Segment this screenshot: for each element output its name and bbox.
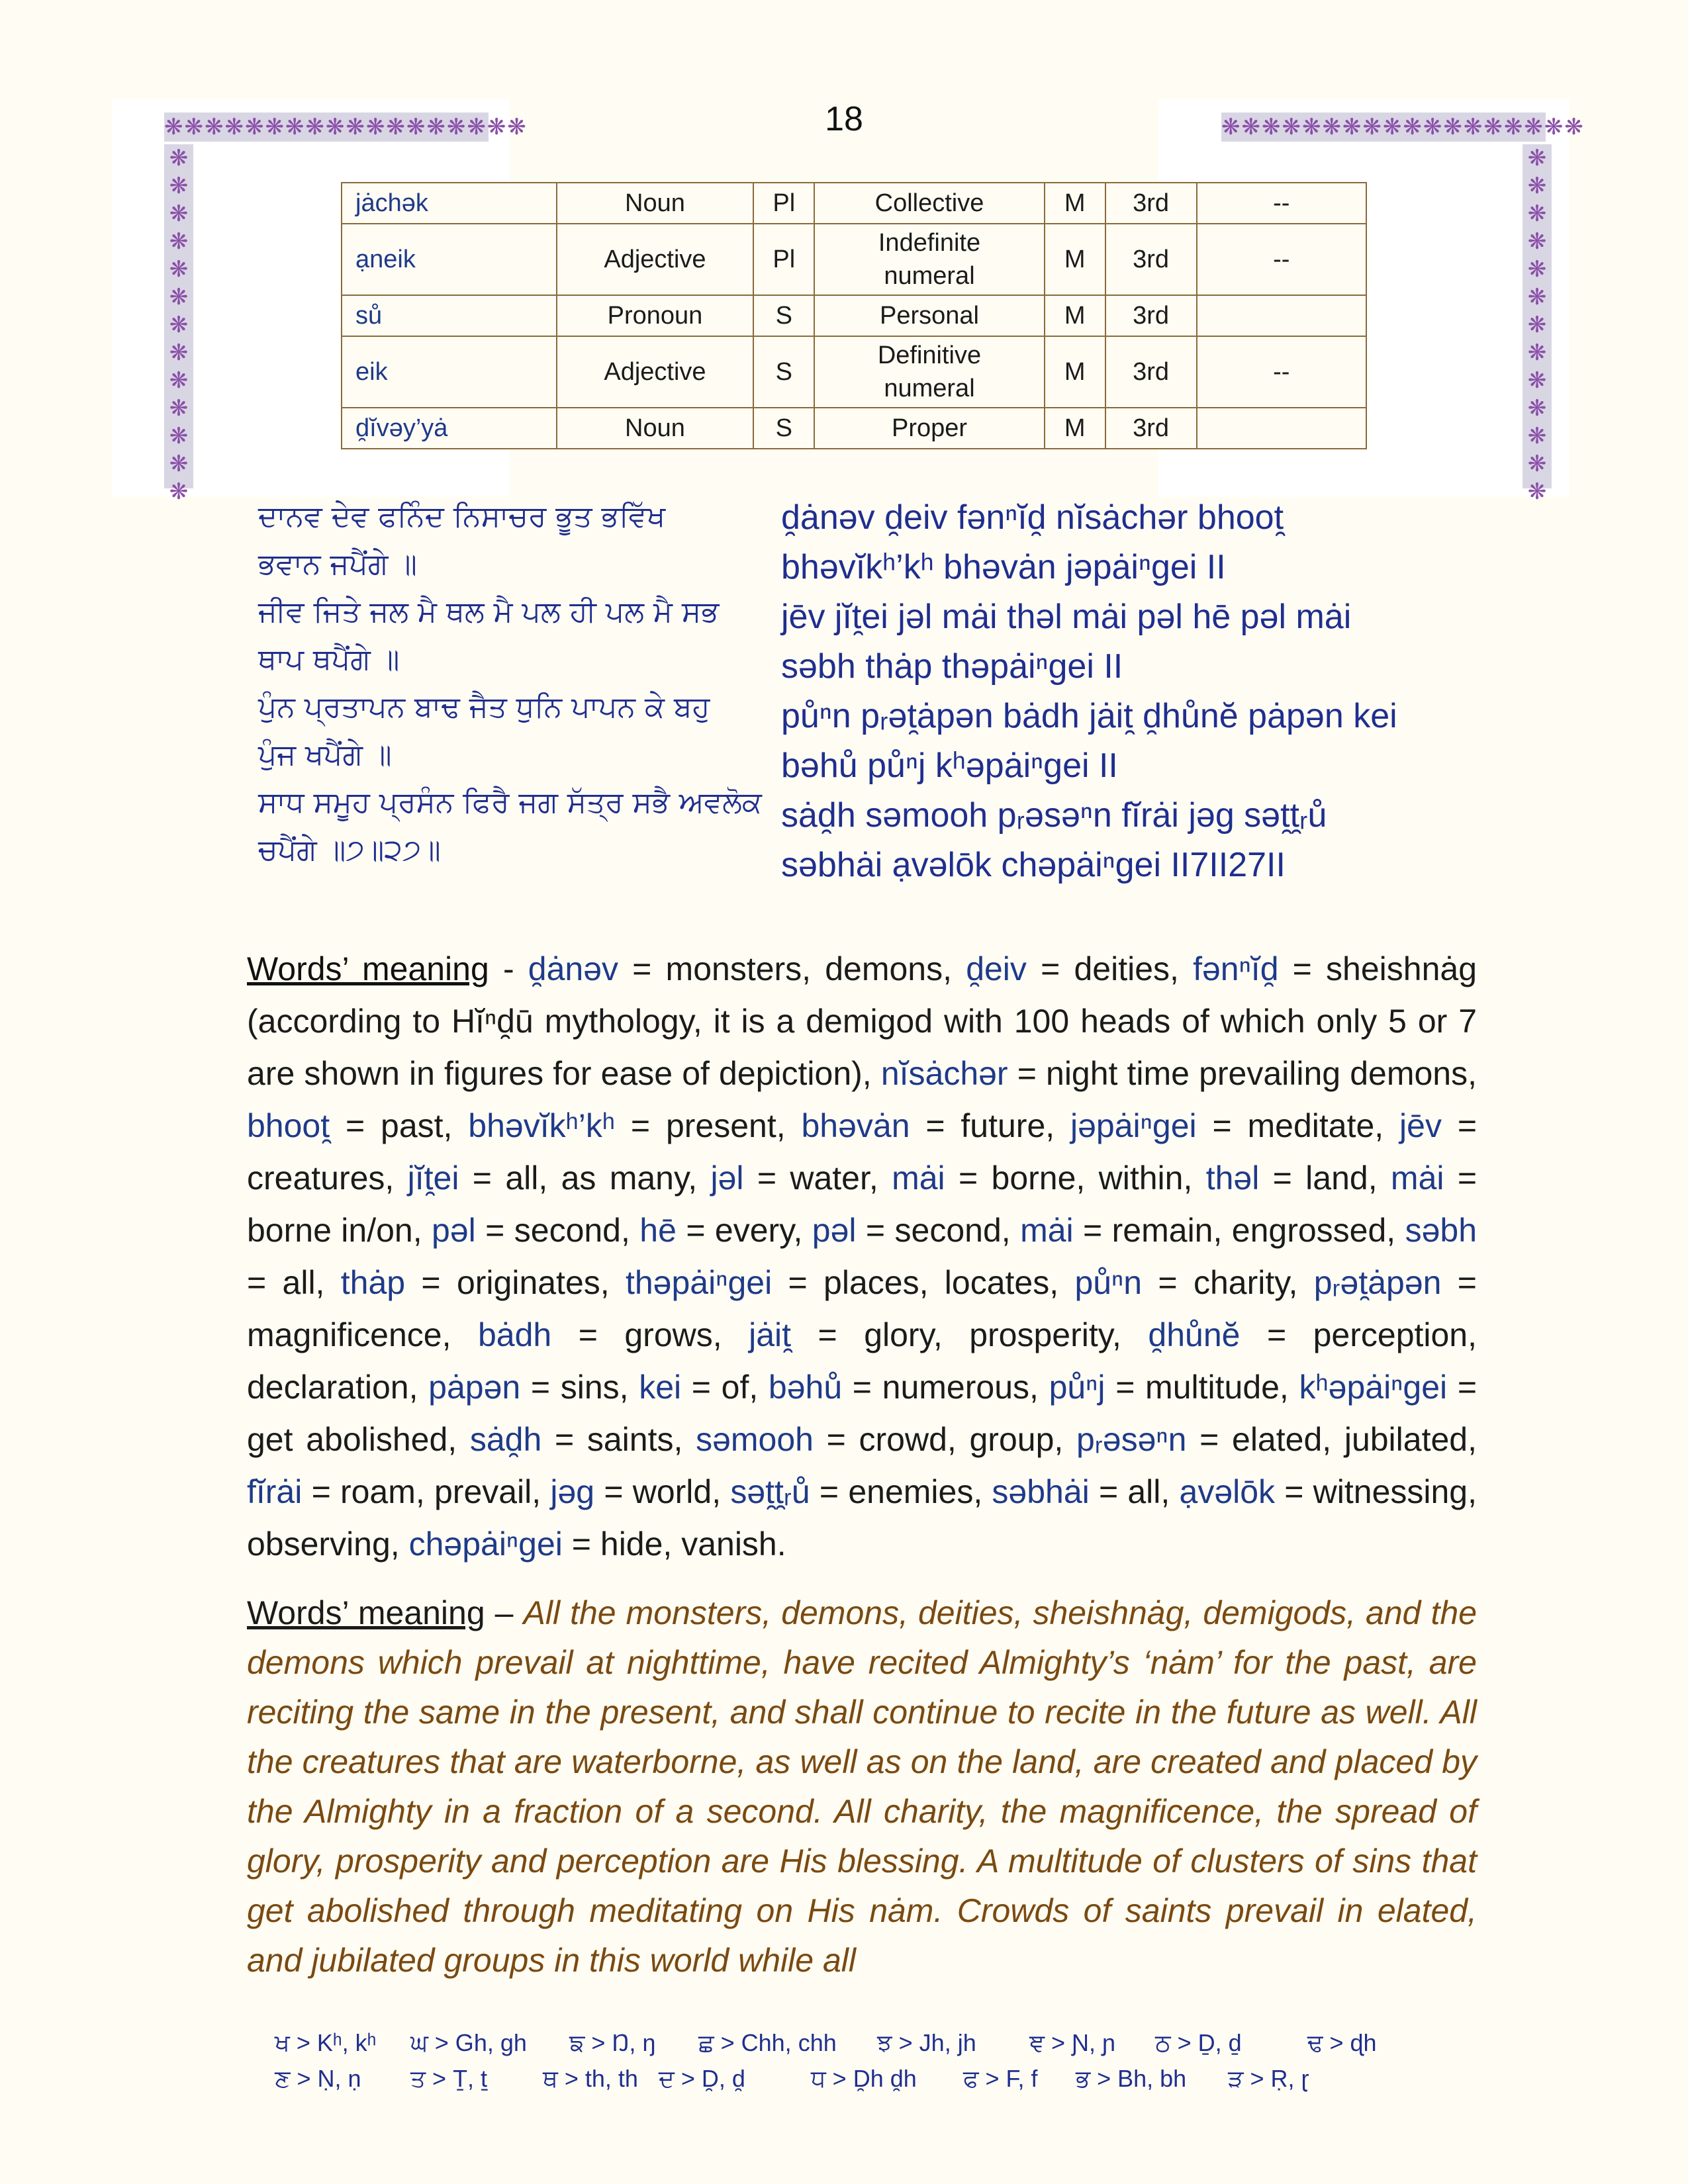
legend-row xyxy=(275,2025,1466,2061)
verse-line: sȧd̯h səmooh pᵣəsəⁿn fĭrȧi jəg sət̯t̯ᵣů xyxy=(781,796,1327,835)
meaning-term: səbhȧi xyxy=(992,1473,1090,1510)
meaning-term: jēv xyxy=(1399,1107,1442,1144)
meaning-term: mȧi xyxy=(1020,1212,1074,1249)
legend-item: ਠ > Ḏ, ḏ xyxy=(1155,2028,1242,2056)
meaning-definition: = future, xyxy=(910,1107,1071,1144)
meaning-term: mȧi xyxy=(892,1160,945,1197)
legend-item: ਘ > Gh, gh xyxy=(410,2028,527,2056)
table-cell-word: jȧchək xyxy=(342,183,557,224)
table-row xyxy=(342,295,1366,336)
meaning-term: d̯eiv xyxy=(966,950,1027,987)
table-cell-number: S xyxy=(753,295,814,336)
table-cell-type-line: numeral xyxy=(884,375,975,402)
meaning-term: bhəvȧn xyxy=(801,1107,910,1144)
meaning-definition: = second, xyxy=(856,1212,1021,1249)
verse-line: səbhȧi ạvəlōk chəpȧiⁿgei II7II27II xyxy=(781,846,1286,884)
verse-line: ਸਾਧ ਸਮੂਹ ਪ੍ਰਸੰਨ ਫਿਰੈ ਜਗ ਸੱਤ੍ਰ ਸਭੈ ਅਵਲੋਕ xyxy=(258,786,762,819)
verse-line: ਜੀਵ ਜਿਤੇ ਜਲ ਮੈ ਥਲ ਮੈ ਪਲ ਹੀ ਪਲ ਮੈ ਸਭ xyxy=(258,595,720,629)
table-cell-number: S xyxy=(753,408,814,449)
table-cell-number: Pl xyxy=(753,183,814,224)
meaning-definition: = magnificence, xyxy=(247,1264,1477,1353)
table-cell-number: S xyxy=(753,336,814,408)
legend-item: ਝ > Jh, jh xyxy=(877,2028,976,2056)
table-row xyxy=(342,183,1366,224)
meaning-term: hē xyxy=(639,1212,677,1249)
table-row xyxy=(342,224,1366,295)
meaning-definition: = enemies, xyxy=(810,1473,992,1510)
meaning-definition: = night time prevailing demons, xyxy=(1008,1055,1477,1092)
legend-item: ਧ > D̯h d̯h xyxy=(811,2064,917,2092)
meaning-term: səmooh xyxy=(696,1421,814,1458)
table-cell-pos: Pronoun xyxy=(557,295,754,336)
legend-item: ਙ > Ŋ, ŋ xyxy=(569,2028,656,2056)
meaning-definition: = multitude, xyxy=(1105,1369,1299,1406)
table-cell-pos: Noun xyxy=(557,408,754,449)
meaning-term: səbh xyxy=(1405,1212,1477,1249)
verse-line: ਥਾਪ ਥਪੈਂਗੇ ॥ xyxy=(258,643,400,676)
meaning-term: thȧp xyxy=(340,1264,406,1301)
meaning-term: mȧi xyxy=(1390,1160,1444,1197)
heading-separator: – xyxy=(485,1594,524,1631)
meaning-definition: = all, xyxy=(247,1264,341,1301)
table-cell-person: 3rd xyxy=(1105,295,1197,336)
table-cell-type-line: numeral xyxy=(884,262,975,290)
meaning-definition: = saints, xyxy=(541,1421,696,1458)
meaning-definition: = all, as many, xyxy=(459,1160,711,1197)
meaning-definition: = borne in/on, xyxy=(247,1160,1477,1249)
meaning-definition: = of, xyxy=(681,1369,769,1406)
table-cell-extra xyxy=(1197,408,1367,449)
table-cell-type xyxy=(814,224,1045,295)
meaning-pairs xyxy=(247,950,1477,1563)
meaning-definition: = numerous, xyxy=(842,1369,1049,1406)
table-cell-gender: M xyxy=(1045,336,1105,408)
table-cell-gender: M xyxy=(1045,295,1105,336)
meaning-definition: = remain, engrossed, xyxy=(1073,1212,1405,1249)
meaning-term: pᵣəsəⁿn xyxy=(1076,1421,1187,1458)
meaning-term: bhəvĭkʰ’kʰ xyxy=(468,1107,616,1144)
meaning-definition: = second, xyxy=(475,1212,640,1249)
legend-item: ਥ > th, th xyxy=(543,2064,638,2092)
meaning-term: d̯ȧnəv xyxy=(528,950,619,987)
translation-paragraph xyxy=(247,1588,1477,1985)
meaning-term: sȧd̯h xyxy=(469,1421,542,1458)
meaning-term: bhoot̯ xyxy=(247,1107,330,1144)
verse-gurmukhi xyxy=(258,493,761,874)
legend-item: ਭ > Bh, bh xyxy=(1076,2064,1187,2092)
meaning-term: sət̯t̯ᵣů xyxy=(730,1473,810,1510)
meaning-term: pᵣət̯ȧpən xyxy=(1313,1264,1442,1301)
table-cell-extra: -- xyxy=(1197,183,1367,224)
meaning-term: chəpȧiⁿgei xyxy=(408,1525,563,1563)
meaning-definition: = water, xyxy=(743,1160,892,1197)
table-cell-gender: M xyxy=(1045,183,1105,224)
verse-line: ਪੁੰਨ ਪ੍ਰਤਾਪਨ ਬਾਢ ਜੈਤ ਧੁਨਿ ਪਾਪਨ ਕੇ ਬਹੁ xyxy=(258,690,710,724)
meaning-definition: = past, xyxy=(330,1107,469,1144)
meaning-term: pȧpən xyxy=(428,1369,521,1406)
table-cell-person: 3rd xyxy=(1105,408,1197,449)
table-cell-number: Pl xyxy=(753,224,814,295)
table-cell-type: Proper xyxy=(814,408,1045,449)
meaning-definition: = land, xyxy=(1259,1160,1391,1197)
translation-heading: Words’ meaning xyxy=(247,1594,485,1631)
meaning-definition: = perception, declaration, xyxy=(247,1316,1477,1406)
verse-line: bəhů půⁿj kʰəpȧiⁿgei II xyxy=(781,747,1118,785)
meaning-term: jĭt̯ei xyxy=(407,1160,459,1197)
meaning-term: jəl xyxy=(710,1160,744,1197)
meaning-definition: = glory, prosperity, xyxy=(791,1316,1149,1353)
meaning-definition: = meditate, xyxy=(1196,1107,1400,1144)
meaning-definition: = present, xyxy=(615,1107,802,1144)
meaning-definition: = deities, xyxy=(1026,950,1194,987)
meaning-term: d̯hůnĕ xyxy=(1148,1316,1241,1353)
meaning-term: thəl xyxy=(1205,1160,1260,1197)
meaning-definition: = grows, xyxy=(551,1316,749,1353)
table-cell-gender: M xyxy=(1045,408,1105,449)
meaning-definition: = creatures, xyxy=(247,1107,1477,1197)
meaning-term: jəpȧiⁿgei xyxy=(1070,1107,1197,1144)
meaning-term: kei xyxy=(639,1369,682,1406)
meaning-definition: = places, locates, xyxy=(772,1264,1075,1301)
table-cell-type: Personal xyxy=(814,295,1045,336)
meaning-term: thəpȧiⁿgei xyxy=(625,1264,773,1301)
meaning-definition: = originates, xyxy=(405,1264,626,1301)
flower-border-icon: ❋❋❋❋❋❋❋❋❋❋❋❋❋ xyxy=(164,144,193,488)
legend-item: ਫ > F, f xyxy=(963,2064,1038,2092)
table-cell-type-line: Indefinite xyxy=(878,229,981,257)
meaning-definition: = world, xyxy=(594,1473,731,1510)
heading-separator: - xyxy=(489,950,528,987)
table-cell-pos: Adjective xyxy=(557,336,754,408)
meaning-term: bəhů xyxy=(768,1369,843,1406)
meaning-term: kʰəpȧiⁿgei xyxy=(1299,1369,1448,1406)
table-cell-extra: -- xyxy=(1197,336,1367,408)
meaning-term: pəl xyxy=(812,1212,857,1249)
meaning-definition: = elated, jubilated, xyxy=(1186,1421,1477,1458)
meaning-term: bȧdh xyxy=(477,1316,552,1353)
meaning-term: fĭrȧi xyxy=(247,1473,303,1510)
verse-line: ਚਪੈਂਗੇ ॥੭॥੨੭॥ xyxy=(258,833,441,867)
legend-item: ਛ > Chh, chh xyxy=(698,2028,837,2056)
table-cell-word: sů xyxy=(342,295,557,336)
meaning-definition: = roam, prevail, xyxy=(302,1473,551,1510)
words-meaning xyxy=(247,943,1477,1570)
meaning-definition: = witnessing, observing, xyxy=(247,1473,1477,1563)
flower-border-icon: ❋❋❋❋❋❋❋❋❋❋❋❋❋❋❋❋❋❋ xyxy=(1221,114,1585,140)
translation-body: All the monsters, demons, deities, sheishnȧg, demigods, and the demons which prevail at nighttime, have recited Almighty’s ‘nȧm’ for the past, are reciting the same in the present, and shall continue to recite in the future as well. All the creatures that are waterborne, as well as on the land, are created and placed by the Almighty in a fraction of a second. All charity, the magnificence, the spread of glory, prosperity and perception are His blessing. A multitude of clusters of sins that get abolished through meditating on His nȧm. Crowds of saints prevail in elated, and jubilated groups in this world while all xyxy=(247,1594,1477,1979)
table-cell-person: 3rd xyxy=(1105,224,1197,295)
transliteration-legend xyxy=(275,2025,1466,2097)
legend-row xyxy=(275,2061,1466,2097)
verse-line: půⁿn pᵣət̯ȧpən bȧdh jȧit̯ d̯hůnĕ pȧpən kei xyxy=(781,697,1397,735)
table-cell-word: eik xyxy=(342,336,557,408)
verse-line: d̯ȧnəv d̯eiv fənⁿĭd̯ nĭsȧchər bhoot̯ xyxy=(781,498,1284,537)
meaning-term: ạvəlōk xyxy=(1179,1473,1276,1510)
flower-border-icon: ❋❋❋❋❋❋❋❋❋❋❋❋❋ xyxy=(1523,144,1552,488)
page-number: 18 xyxy=(825,100,863,138)
table-cell-gender: M xyxy=(1045,224,1105,295)
meaning-definition: = borne, within, xyxy=(945,1160,1206,1197)
table-cell-person: 3rd xyxy=(1105,336,1197,408)
meaning-term: fənⁿĭd̯ xyxy=(1193,950,1279,987)
meaning-term: pəl xyxy=(432,1212,476,1249)
meaning-definition: = all, xyxy=(1089,1473,1180,1510)
legend-item: ਢ > ɖh xyxy=(1307,2028,1377,2056)
table-cell-pos: Adjective xyxy=(557,224,754,295)
table-cell-word: d̯ĭvəy’yȧ xyxy=(342,408,557,449)
meaning-term: půⁿj xyxy=(1049,1369,1105,1406)
table-cell-person: 3rd xyxy=(1105,183,1197,224)
meaning-term: nĭsȧchər xyxy=(880,1055,1008,1092)
meaning-term: jəg xyxy=(550,1473,595,1510)
table-cell-extra: -- xyxy=(1197,224,1367,295)
legend-item: ਣ > Ṇ, ṇ xyxy=(275,2064,361,2092)
table-row xyxy=(342,408,1366,449)
meaning-term: půⁿn xyxy=(1074,1264,1143,1301)
table-cell-pos: Noun xyxy=(557,183,754,224)
table-cell-type xyxy=(814,336,1045,408)
meaning-definition: = crowd, group, xyxy=(813,1421,1076,1458)
meaning-term: jȧit̯ xyxy=(749,1316,792,1353)
meaning-definition: = sheishnȧg (according to Hĭⁿd̯ū mythology, it is a demigod with 100 heads of which only 5 or 7 are shown in figures for ease of depiction), xyxy=(247,950,1477,1092)
meaning-definition: = monsters, demons, xyxy=(618,950,966,987)
words-meaning-heading: Words’ meaning xyxy=(247,950,489,987)
meaning-definition: = every, xyxy=(676,1212,812,1249)
verse-line: jēv jĭt̯ei jəl mȧi thəl mȧi pəl hē pəl mȧi xyxy=(781,598,1352,636)
verse-line: ਭਵਾਨ ਜਪੈਂਗੇ ॥ xyxy=(258,547,417,581)
meaning-definition: = charity, xyxy=(1142,1264,1314,1301)
verse-line: ਦਾਨਵ ਦੇਵ ਫਨਿੰਦ ਨਿਸਾਚਰ ਭੂਤ ਭਵਿੱਖ xyxy=(258,500,666,533)
legend-item: ਤ > Ṯ, ṯ xyxy=(410,2064,488,2092)
legend-item: ਞ > Ɲ, ɲ xyxy=(1029,2028,1116,2056)
table-row xyxy=(342,336,1366,408)
verse-line: bhəvĭkʰ’kʰ bhəvȧn jəpȧiⁿgei II xyxy=(781,548,1226,586)
meaning-definition: = hide, vanish. xyxy=(562,1525,786,1563)
table-cell-extra xyxy=(1197,295,1367,336)
legend-item: ਖ > Kʰ, kʰ xyxy=(275,2028,377,2056)
table-cell-type-line: Definitive xyxy=(877,341,982,369)
grammar-table xyxy=(341,182,1367,449)
verse-transliteration xyxy=(781,493,1443,890)
verse-line: ਪੁੰਜ ਖਪੈਂਗੇ ॥ xyxy=(258,738,392,772)
verse-line: səbh thȧp thəpȧiⁿgei II xyxy=(781,647,1123,686)
legend-item: ੜ > Ṛ, ɽ xyxy=(1228,2064,1309,2092)
meaning-definition: = get abolished, xyxy=(247,1369,1477,1458)
table-cell-word: ạneik xyxy=(342,224,557,295)
legend-item: ਦ > D̯, d̯ xyxy=(659,2064,745,2092)
table-cell-type: Collective xyxy=(814,183,1045,224)
flower-border-icon: ❋❋❋❋❋❋❋❋❋❋❋❋❋❋❋❋❋❋ xyxy=(164,114,528,140)
meaning-definition: = sins, xyxy=(520,1369,639,1406)
